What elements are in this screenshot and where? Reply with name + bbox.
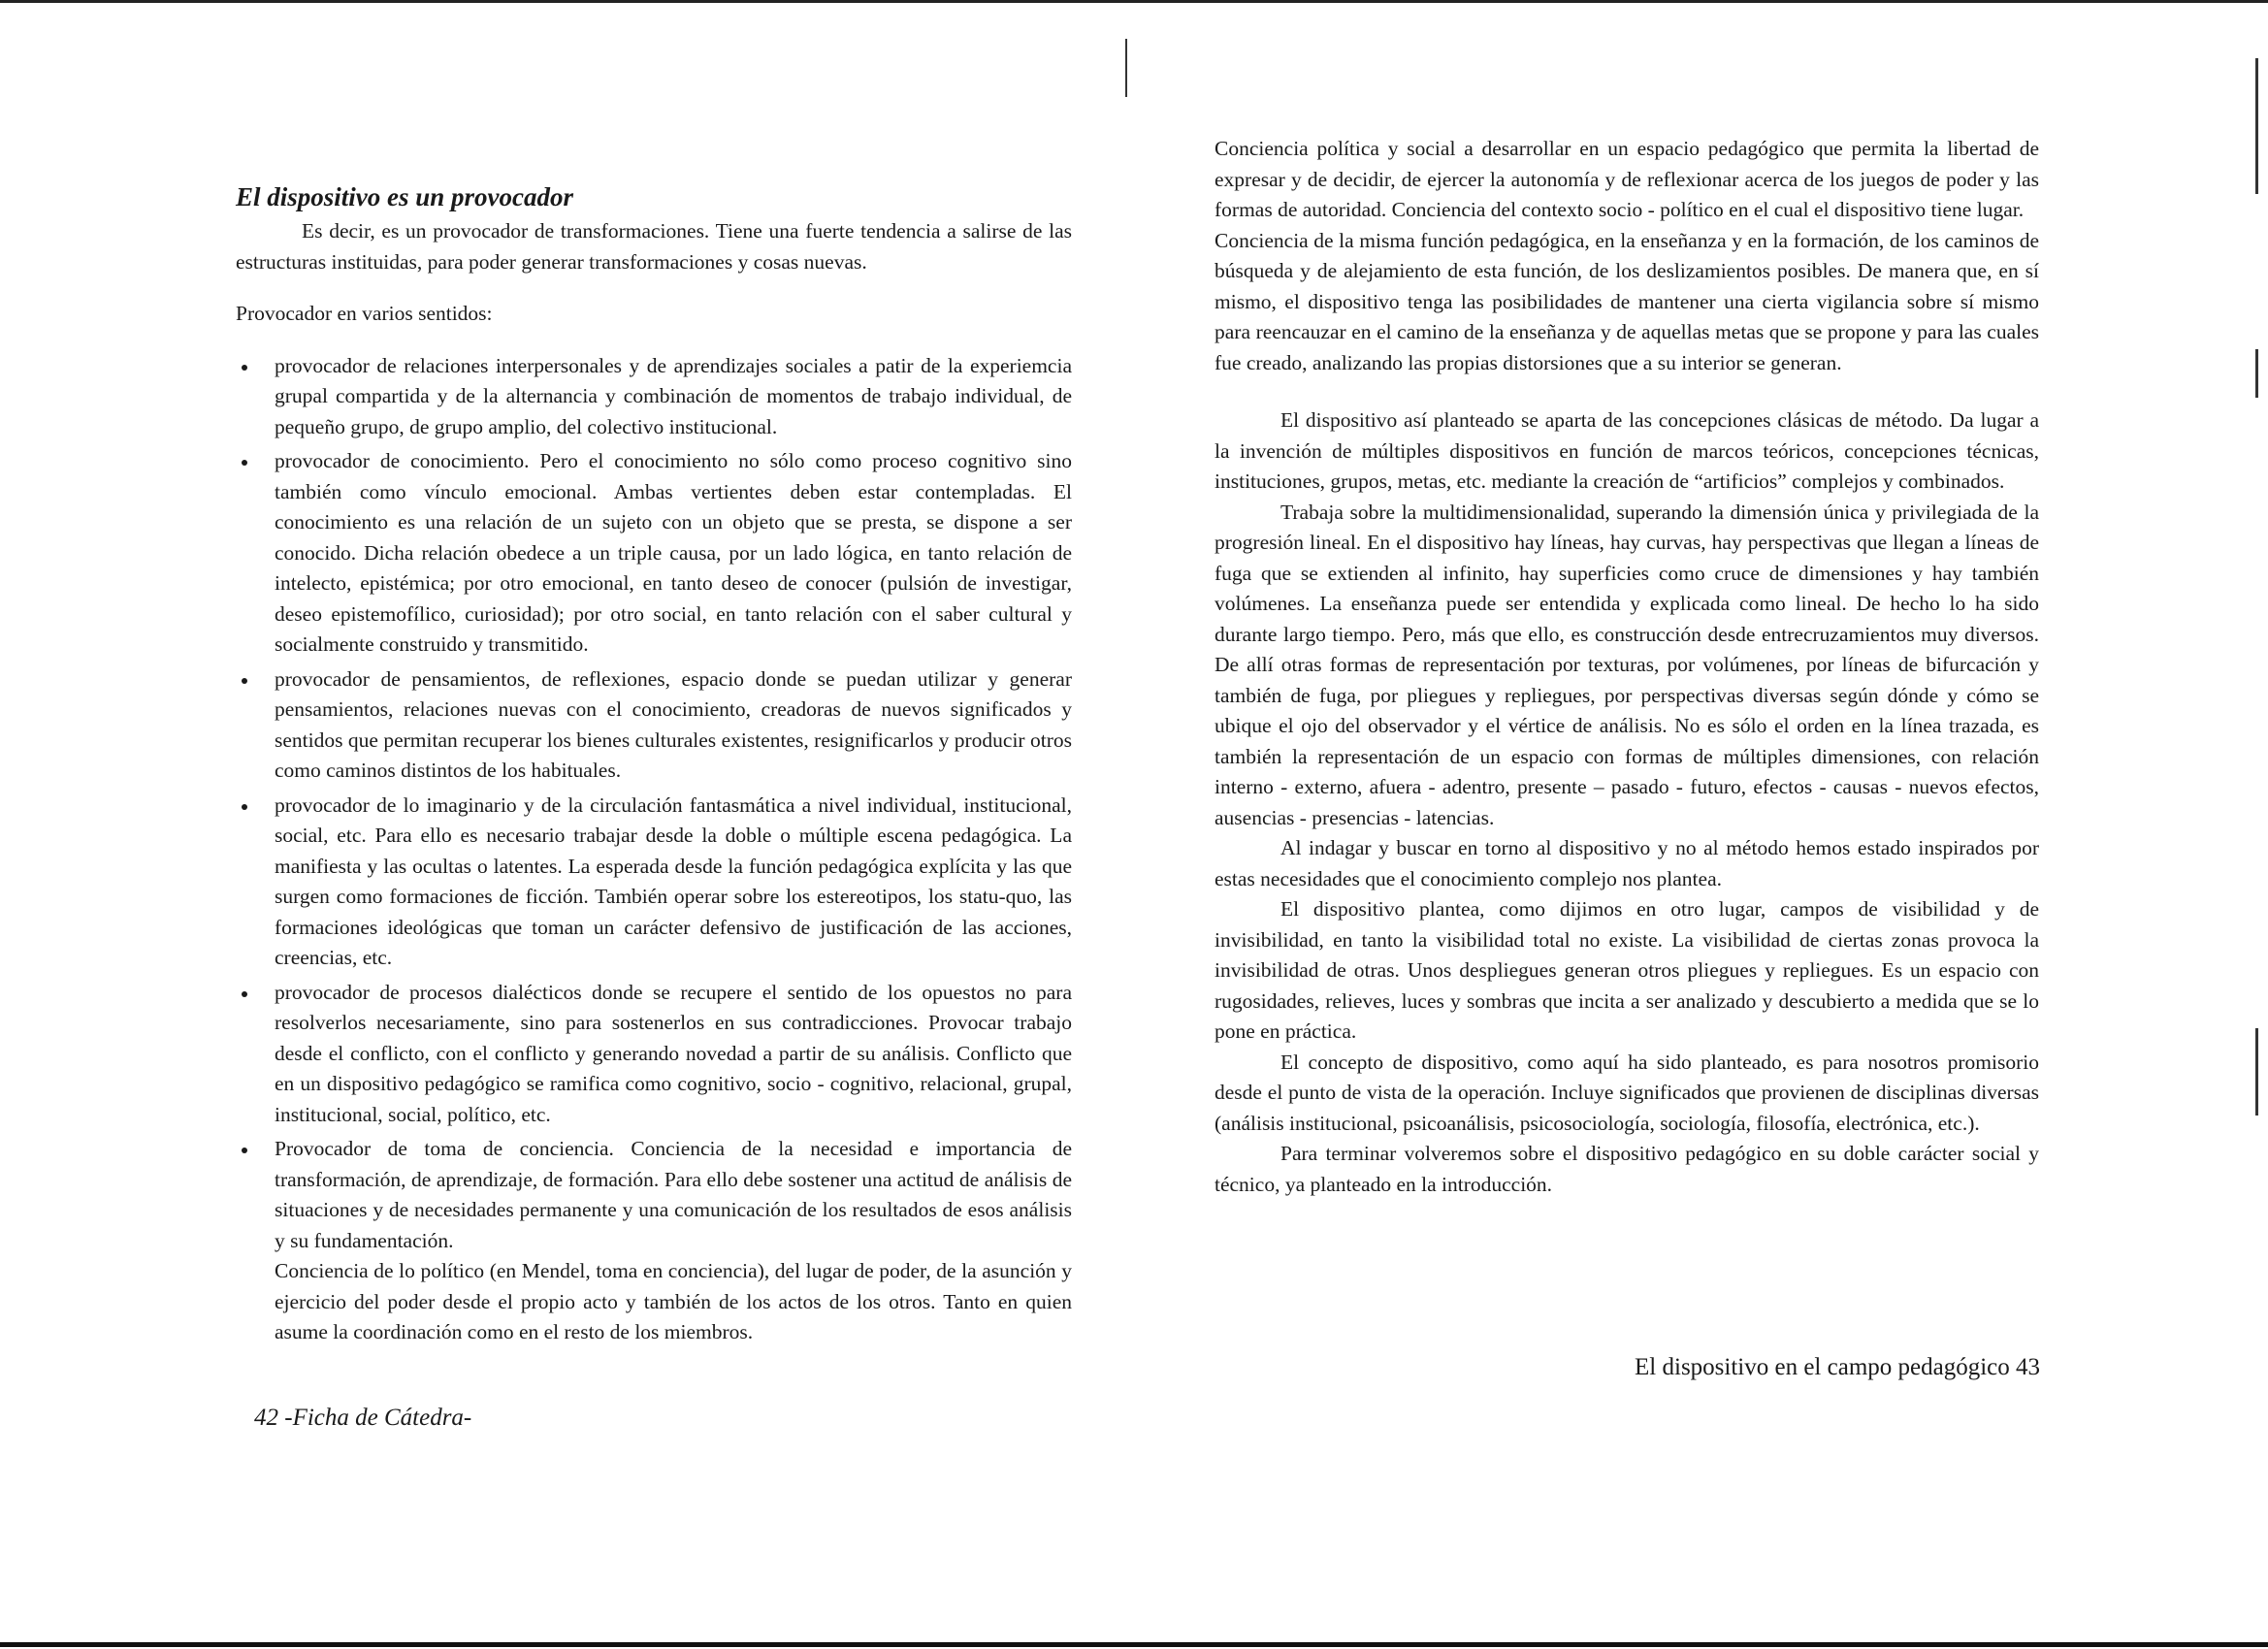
paragraph-terminar: Para terminar volveremos sobre el dispositivo pedagógico en su doble carácter social y técnico, ya planteado en la introducción. [1215,1142,2039,1196]
paragraph-visibilidad: El dispositivo plantea, como dijimos en otro lugar, campos de visibilidad y de invisibilidad, en tanto la visibilidad total no existe. La visibilidad de ciertas zonas provoca la invisibilidad de otras. Unos despliegues generan otros pliegues y repliegues. Es un espacio con rugosidades, relieves, luces y sombras que incita a ser analizado y descubierto a medida que se lo pone en práctica. [1215,897,2039,1043]
list-item [236,351,1072,443]
list-item [236,664,1072,787]
list-item-text: provocador de pensamientos, de reflexiones, espacio donde se puedan utilizar y generar pensamientos, relaciones nuevas con el conocimiento, creadoras de nuevos significados y sentidos que permitan recuperar los bienes culturales existentes, resignificarlos y producir otros como caminos distintos de los habituales. [275,666,1072,782]
paragraph-concepto: El concepto de dispositivo, como aquí ha sido planteado, es para nosotros promisorio desde el punto de vista de la operación. Incluye significados que provienen de disciplinas diversas (análisis institucional, psicoanálisis, psicosociología, sociología, filosofía, electrónica, etc.). [1215,1050,2039,1135]
list-item [236,791,1072,974]
right-page-footer: El dispositivo en el campo pedagógico 43 [1635,1354,2040,1380]
list-item [236,1134,1072,1348]
scan-edge-right-3 [2255,1028,2258,1116]
list-item-text: provocador de procesos dialécticos donde se recupere el sentido de los opuestos no para resolverlos necesariamente, sino para sostenerlos en sus contradicciones. Provocar trabajo desde el conflicto, con el conflicto y generando novedad a partir de su análisis. Conflicto que en un dispositivo pedagógico se ramifica como cognitivo, socio - cognitivo, relacional, grupal, institucional, social, político, etc. [275,980,1072,1126]
paragraph-conciencia-politica: Conciencia política y social a desarrollar en un espacio pedagógico que permita la libertad de expresar y de decidir, de ejercer la autonomía y de reflexionar acerca de los juegos de poder y las formas de autoridad. Conciencia del contexto socio - político en el cual el dispositivo tiene lugar. [1215,137,2039,221]
scan-edge-right [2255,58,2258,194]
list-item-text: provocador de lo imaginario y de la circulación fantasmática a nivel individual, institucional, social, etc. Para ello es necesario trabajar desde la doble o múltiple escena pedagógica. La manifiesta y las ocultas o latentes. La esperada desde la función pedagógica explícita y las que surgen como formaciones de ficción. También operar sobre los estereotipos, los statu-quo, las formaciones ideológicas que toman un carácter defensivo de justificación de las acciones, creencias, etc. [275,792,1072,969]
bullet-icon [242,991,247,997]
bullet-icon [242,804,247,810]
section-title: El dispositivo es un provocador [236,182,574,211]
right-page [1215,134,2039,1200]
intro-paragraph: Es decir, es un provocador de transformaciones. Tiene una fuerte tendencia a salirse de las estructuras instituidas, para poder generar transformaciones y cosas nuevas. [236,219,1072,274]
list-item [236,446,1072,661]
bullet-icon [242,678,247,684]
scan-edge-top [0,0,2268,3]
left-page-footer: 42 -Ficha de Cátedra- [254,1405,472,1431]
bullet-icon [242,460,247,466]
scan-edge-right-2 [2255,349,2258,398]
paragraph-metodo: El dispositivo así planteado se aparta de las concepciones clásicas de método. Da lugar a la invención de múltiples dispositivos en función de marcos teóricos, concepciones técnicas, instituciones, grupos, metas, etc. mediante la creación de “artificios” complejos y combinados. [1215,408,2039,493]
lead-paragraph: Provocador en varios sentidos: [236,302,493,325]
binding-gutter-mark [1125,39,1127,97]
provocador-list [236,351,1072,1348]
paragraph-conciencia-funcion: Conciencia de la misma función pedagógica, en la enseñanza y en la formación, de los caminos de búsqueda y de alejamiento de esta función, de los deslizamientos posibles. De manera que, en sí mismo, el dispositivo tenga las posibilidades de mantener una cierta vigilancia sobre sí mismo para reencauzar en el camino de la enseñanza y de aquellas metas que se propone y para las cuales fue creado, analizando las propias distorsiones que a su interior se generan. [1215,228,2039,374]
left-page [236,179,1072,1348]
bullet-icon [242,1148,247,1153]
paragraph-indagar: Al indagar y buscar en torno al dispositivo y no al método hemos estado inspirados por estas necesidades que el conocimiento complejo nos plantea. [1215,836,2039,890]
list-item [236,978,1072,1131]
list-item-text: provocador de relaciones interpersonales y de aprendizajes sociales a patir de la experiemcia grupal compartida y de la alternancia y combinación de momentos de trabajo individual, de pequeño grupo, de grupo amplio, del colectivo institucional. [275,353,1072,438]
list-item-text: Provocador de toma de conciencia. Conciencia de la necesidad e importancia de transformación, de aprendizaje, de formación. Para ello debe sostener una actitud de análisis de situaciones y de necesidades permanente y una comunicación de los resultados de esos análisis y su fundamentación. [275,1137,1072,1252]
scan-edge-bottom [0,1642,2268,1647]
bullet-icon [242,365,247,371]
list-item-text: provocador de conocimiento. Pero el conocimiento no sólo como proceso cognitivo sino también como vínculo emocional. Ambas vertientes deben estar contempladas. El conocimiento es una relación de un sujeto con un objeto que se presta, se dispone a ser conocido. Dicha relación obedece a un triple causa, por un lado lógica, en tanto relación de intelecto, epistémica; por otro emocional, en tanto deseo de conocer (pulsión de investigar, deseo epistemofílico, curiosidad); por otro social, en tanto relación con el saber cultural y socialmente construido y transmitido. [275,449,1072,656]
list-item-continuation: Conciencia de lo político (en Mendel, toma en conciencia), del lugar de poder, de la asunción y ejercicio del poder desde el propio acto y también de los actos de los otros. Tanto en quien asume la coordinación como en el resto de los miembros. [275,1259,1072,1343]
paragraph-multidimensionalidad: Trabaja sobre la multidimensionalidad, superando la dimensión única y privilegiada de la progresión lineal. En el dispositivo hay líneas, hay curvas, hay perspectivas que llegan a líneas de fuga que se extienden al infinito, hay superficies como cruce de dimensiones y hay también volúmenes. La enseñanza puede ser entendida y explicada como lineal. De hecho lo ha sido durante largo tiempo. Pero, más que ello, es construcción desde entrecruzamientos muy diversos. De allí otras formas de representación por texturas, por volúmenes, por líneas de bifurcación y también de fuga, por pliegues y repliegues, por perspectivas diversas según dónde y cómo se ubique el ojo del observador y el vértice de análisis. No es sólo el orden en la línea trazada, es también la representación de un espacio con formas de múltiples dimensiones, con relación interno - externo, afuera - adentro, presente – pasado - futuro, efectos - causas - nuevos efectos, ausencias - presencias - latencias. [1215,500,2039,829]
